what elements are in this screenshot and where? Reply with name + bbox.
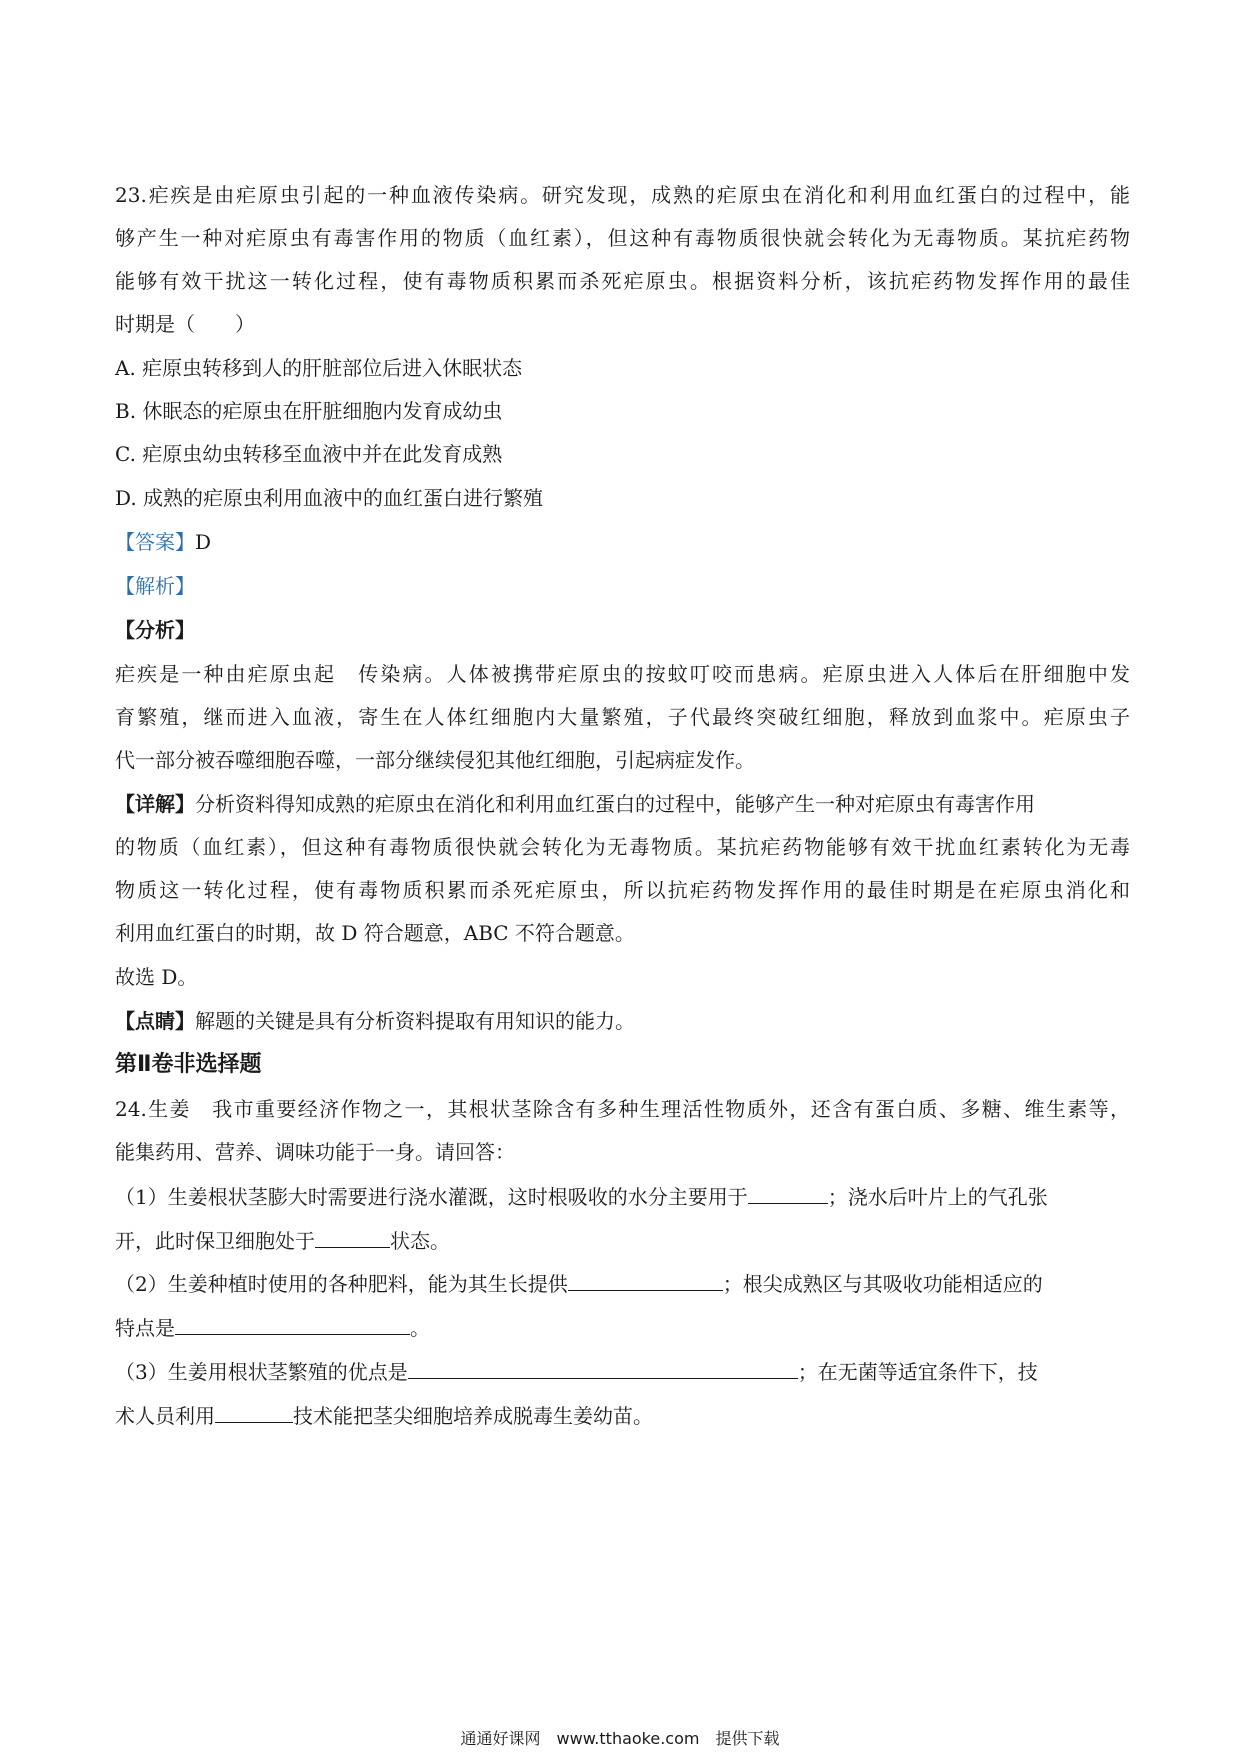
fenxi-line-2: 育繁殖，继而进入血液，寄生在人体红细胞内大量繁殖，子代最终突破红细胞，释放到血浆中。疟原虫子 [115, 705, 1130, 729]
q23-option-a: A. 疟原虫转移到人的肝脏部位后进入休眠状态 [115, 356, 523, 380]
q24-part2-text-d: 。 [410, 1316, 430, 1340]
q24-part1-text-d: 状态。 [390, 1229, 450, 1253]
q23-option-c: C. 疟原虫幼虫转移至血液中并在此发育成熟 [115, 442, 503, 466]
q24-part1-line-2 [115, 1225, 1130, 1256]
answer-value: D [195, 530, 212, 554]
q24-part3-text-b: ；在无菌等适宜条件下，技 [797, 1360, 1038, 1384]
detail-text-1: 分析资料得知成熟的疟原虫在消化和利用血红蛋白的过程中，能够产生一种对疟原虫有毒害作用 [195, 792, 1035, 816]
q24-part3-line-2 [115, 1400, 1130, 1431]
q24-part3-blank-1[interactable] [408, 1356, 798, 1379]
q24-stem-line-2: 能集药用、营养、调味功能于一身。请回答： [115, 1140, 515, 1164]
page-footer: 通通好课网 www.tthaoke.com 提供下载 [460, 1729, 780, 1748]
q24-part2-blank-2[interactable] [175, 1312, 410, 1335]
document-page [115, 0, 1130, 1754]
q24-part3-text-d: 技术能把茎尖细胞培养成脱毒生姜幼苗。 [293, 1404, 653, 1428]
q24-part3-blank-2[interactable] [215, 1400, 293, 1423]
fenxi-tag: 【分析】 [115, 618, 195, 642]
q24-part2-line-2 [115, 1312, 1130, 1343]
q24-part2-blank-1[interactable] [568, 1268, 723, 1291]
q24-part1-text-a: （1）生姜根状茎膨大时需要进行浇水灌溉，这时根吸收的水分主要用于 [115, 1185, 748, 1209]
comment-tag: 【点睛】 [115, 1009, 195, 1033]
analysis-tag: 【解析】 [115, 574, 195, 598]
q24-part3-text-a: （3）生姜用根状茎繁殖的优点是 [115, 1360, 408, 1384]
q23-option-b: B. 休眠态的疟原虫在肝脏细胞内发育成幼虫 [115, 399, 503, 423]
q24-part3-text-c: 术人员利用 [115, 1404, 215, 1428]
q24-stem-line-1: 24.生姜 我市重要经济作物之一，其根状茎除含有多种生理活性物质外，还含有蛋白质、多糖、维生素等， [115, 1097, 1130, 1121]
q23-stem-line-3: 能够有效干扰这一转化过程，使有毒物质积累而杀死疟原虫。根据资料分析，该抗疟药物发挥作用的最佳 [115, 269, 1130, 293]
detail-line-1 [115, 789, 1130, 819]
comment-line [115, 1006, 1130, 1036]
comment-text: 解题的关键是具有分析资料提取有用知识的能力。 [195, 1009, 635, 1033]
answer-tag: 【答案】 [115, 530, 195, 554]
detail-line-3: 物质这一转化过程，使有毒物质积累而杀死疟原虫，所以抗疟药物发挥作用的最佳时期是在疟原虫消化和 [115, 878, 1130, 902]
choose-line: 故选 D。 [115, 965, 198, 989]
section-title: 第Ⅱ卷非选择题 [115, 1052, 262, 1077]
detail-line-4: 利用血红蛋白的时期，故 D 符合题意，ABC 不符合题意。 [115, 921, 635, 945]
detail-line-2: 的物质（血红素），但这种有毒物质很快就会转化为无毒物质。某抗疟药物能够有效干扰血红素转化为无毒 [115, 835, 1130, 859]
q24-part2-text-b: ；根尖成熟区与其吸收功能相适应的 [722, 1272, 1043, 1296]
q24-part2-text-c: 特点是 [115, 1316, 175, 1340]
q24-part1-blank-2[interactable] [315, 1225, 390, 1248]
fenxi-line-1: 疟疾是一种由疟原虫起 传染病。人体被携带疟原虫的按蚊叮咬而患病。疟原虫进入人体后在肝细胞中发 [115, 662, 1130, 686]
q24-part1-blank-1[interactable] [748, 1181, 828, 1204]
q24-part1-text-b: ；浇水后叶片上的气孔张 [827, 1185, 1048, 1209]
q23-option-d: D. 成熟的疟原虫利用血液中的血红蛋白进行繁殖 [115, 486, 544, 510]
q23-stem-line-4: 时期是（ ） [115, 312, 255, 336]
q24-part1-line-1 [115, 1181, 1130, 1212]
q23-stem-line-2: 够产生一种对疟原虫有毒害作用的物质（血红素），但这种有毒物质很快就会转化为无毒物质。某抗疟药物 [115, 226, 1130, 250]
fenxi-line-3: 代一部分被吞噬细胞吞噬，一部分继续侵犯其他红细胞，引起病症发作。 [115, 748, 755, 772]
q23-answer [115, 527, 1130, 557]
q24-part2-line-1 [115, 1268, 1130, 1299]
detail-tag: 【详解】 [115, 792, 195, 816]
q24-part2-text-a: （2）生姜种植时使用的各种肥料，能为其生长提供 [115, 1272, 568, 1296]
q24-part3-line-1 [115, 1356, 1130, 1387]
q23-stem-line-1: 23.疟疾是由疟原虫引起的一种血液传染病。研究发现，成熟的疟原虫在消化和利用血红蛋白的过程中，能 [115, 183, 1130, 207]
q24-part1-text-c: 开，此时保卫细胞处于 [115, 1229, 315, 1253]
